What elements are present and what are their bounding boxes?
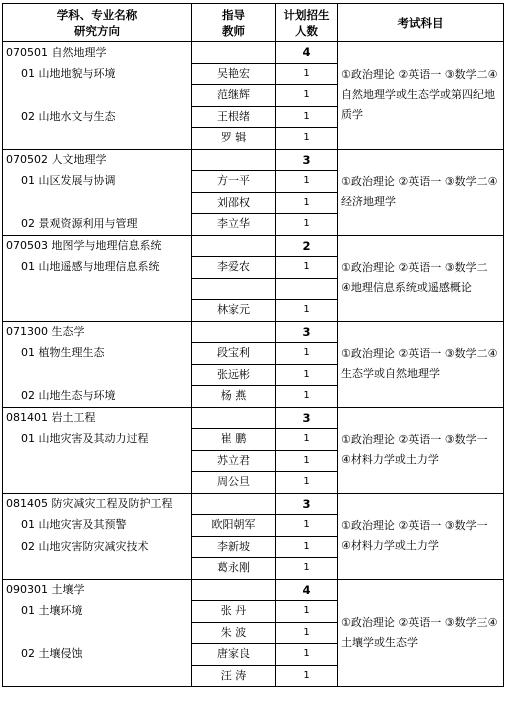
table-row bbox=[3, 493, 504, 515]
plan-count bbox=[276, 278, 338, 300]
advisor-name bbox=[192, 235, 276, 257]
plan-total: 3 bbox=[276, 321, 338, 343]
plan-count: 1 bbox=[276, 536, 338, 558]
research-direction: 01 山地地貌与环境 bbox=[3, 63, 192, 85]
advisor-name: 范继辉 bbox=[192, 85, 276, 107]
advisor-name: 张远彬 bbox=[192, 364, 276, 386]
exam-subjects: ①政治理论 ②英语一 ③数学二 ④地理信息系统或遥感概论 bbox=[338, 235, 504, 321]
research-direction bbox=[3, 192, 192, 214]
research-direction: 01 山区发展与协调 bbox=[3, 171, 192, 193]
plan-count: 1 bbox=[276, 622, 338, 644]
exam-subjects: ①政治理论 ②英语一 ③数学二④自然地理学或生态学或第四纪地质学 bbox=[338, 42, 504, 150]
plan-count: 1 bbox=[276, 665, 338, 687]
advisor-name: 段宝利 bbox=[192, 343, 276, 365]
plan-count: 1 bbox=[276, 85, 338, 107]
advisor-name: 方一平 bbox=[192, 171, 276, 193]
plan-count: 1 bbox=[276, 644, 338, 666]
advisor-name: 唐家良 bbox=[192, 644, 276, 666]
advisor-name: 苏立君 bbox=[192, 450, 276, 472]
exam-subjects: ①政治理论 ②英语一 ③数学三④土壤学或生态学 bbox=[338, 579, 504, 687]
advisor-name: 朱 波 bbox=[192, 622, 276, 644]
major-name: 070502 人文地理学 bbox=[3, 149, 192, 171]
advisor-name: 杨 燕 bbox=[192, 386, 276, 408]
exam-subjects: ①政治理论 ②英语一 ③数学一 ④材料力学或土力学 bbox=[338, 493, 504, 579]
research-direction: 02 土壤侵蚀 bbox=[3, 644, 192, 666]
research-direction: 01 山地灾害及其预警 bbox=[3, 515, 192, 537]
exam-subjects: ①政治理论 ②英语一 ③数学二④经济地理学 bbox=[338, 149, 504, 235]
advisor-name: 罗 辑 bbox=[192, 128, 276, 150]
header-major: 学科、专业名称 研究方向 bbox=[3, 4, 192, 42]
plan-total: 2 bbox=[276, 235, 338, 257]
table-row bbox=[3, 42, 504, 64]
plan-count: 1 bbox=[276, 128, 338, 150]
advisor-name bbox=[192, 278, 276, 300]
research-direction bbox=[3, 128, 192, 150]
research-direction: 02 景观资源利用与管理 bbox=[3, 214, 192, 236]
advisor-name: 李新坡 bbox=[192, 536, 276, 558]
advisor-name: 王根绪 bbox=[192, 106, 276, 128]
plan-total: 4 bbox=[276, 42, 338, 64]
advisor-name: 刘邵权 bbox=[192, 192, 276, 214]
research-direction bbox=[3, 364, 192, 386]
research-direction bbox=[3, 278, 192, 300]
advisor-name: 汪 涛 bbox=[192, 665, 276, 687]
research-direction: 01 山地遥感与地理信息系统 bbox=[3, 257, 192, 279]
plan-total: 3 bbox=[276, 493, 338, 515]
table-row bbox=[3, 235, 504, 257]
table-row bbox=[3, 407, 504, 429]
header-plan: 计划招生 人数 bbox=[276, 4, 338, 42]
advisor-name: 张 丹 bbox=[192, 601, 276, 623]
advisor-name: 崔 鹏 bbox=[192, 429, 276, 451]
plan-total: 4 bbox=[276, 579, 338, 601]
major-name: 090301 土壤学 bbox=[3, 579, 192, 601]
advisor-name: 葛永刚 bbox=[192, 558, 276, 580]
research-direction: 02 山地灾害防灾减灾技术 bbox=[3, 536, 192, 558]
plan-count: 1 bbox=[276, 214, 338, 236]
plan-total: 3 bbox=[276, 407, 338, 429]
table-body bbox=[3, 42, 504, 687]
research-direction bbox=[3, 85, 192, 107]
major-name: 081401 岩土工程 bbox=[3, 407, 192, 429]
advisor-name: 欧阳朝军 bbox=[192, 515, 276, 537]
advisor-name bbox=[192, 579, 276, 601]
advisor-name: 林家元 bbox=[192, 300, 276, 322]
admission-table bbox=[2, 3, 504, 687]
header-exam: 考试科目 bbox=[338, 4, 504, 42]
research-direction: 01 植物生理生态 bbox=[3, 343, 192, 365]
plan-count: 1 bbox=[276, 106, 338, 128]
plan-count: 1 bbox=[276, 472, 338, 494]
table-row bbox=[3, 321, 504, 343]
plan-count: 1 bbox=[276, 192, 338, 214]
research-direction bbox=[3, 665, 192, 687]
plan-count: 1 bbox=[276, 515, 338, 537]
advisor-name: 李立华 bbox=[192, 214, 276, 236]
major-name: 071300 生态学 bbox=[3, 321, 192, 343]
exam-subjects: ①政治理论 ②英语一 ③数学一 ④材料力学或土力学 bbox=[338, 407, 504, 493]
plan-total: 3 bbox=[276, 149, 338, 171]
advisor-name bbox=[192, 42, 276, 64]
research-direction bbox=[3, 450, 192, 472]
plan-count: 1 bbox=[276, 364, 338, 386]
advisor-name: 李爱农 bbox=[192, 257, 276, 279]
plan-count: 1 bbox=[276, 343, 338, 365]
table-row bbox=[3, 149, 504, 171]
research-direction bbox=[3, 622, 192, 644]
advisor-name bbox=[192, 149, 276, 171]
advisor-name bbox=[192, 407, 276, 429]
major-name: 070501 自然地理学 bbox=[3, 42, 192, 64]
research-direction bbox=[3, 300, 192, 322]
table-row bbox=[3, 579, 504, 601]
plan-count: 1 bbox=[276, 601, 338, 623]
plan-count: 1 bbox=[276, 450, 338, 472]
advisor-name bbox=[192, 493, 276, 515]
research-direction: 01 山地灾害及其动力过程 bbox=[3, 429, 192, 451]
research-direction: 02 山地生态与环境 bbox=[3, 386, 192, 408]
advisor-name bbox=[192, 321, 276, 343]
plan-count: 1 bbox=[276, 63, 338, 85]
plan-count: 1 bbox=[276, 257, 338, 279]
exam-subjects: ①政治理论 ②英语一 ③数学二④生态学或自然地理学 bbox=[338, 321, 504, 407]
major-name: 081405 防灾减灾工程及防护工程 bbox=[3, 493, 192, 515]
plan-count: 1 bbox=[276, 558, 338, 580]
plan-count: 1 bbox=[276, 429, 338, 451]
plan-count: 1 bbox=[276, 386, 338, 408]
header-teacher: 指导 教师 bbox=[192, 4, 276, 42]
research-direction: 02 山地水文与生态 bbox=[3, 106, 192, 128]
advisor-name: 吴艳宏 bbox=[192, 63, 276, 85]
research-direction bbox=[3, 558, 192, 580]
plan-count: 1 bbox=[276, 171, 338, 193]
advisor-name: 周公旦 bbox=[192, 472, 276, 494]
major-name: 070503 地图学与地理信息系统 bbox=[3, 235, 192, 257]
research-direction bbox=[3, 472, 192, 494]
research-direction: 01 土壤环境 bbox=[3, 601, 192, 623]
plan-count: 1 bbox=[276, 300, 338, 322]
